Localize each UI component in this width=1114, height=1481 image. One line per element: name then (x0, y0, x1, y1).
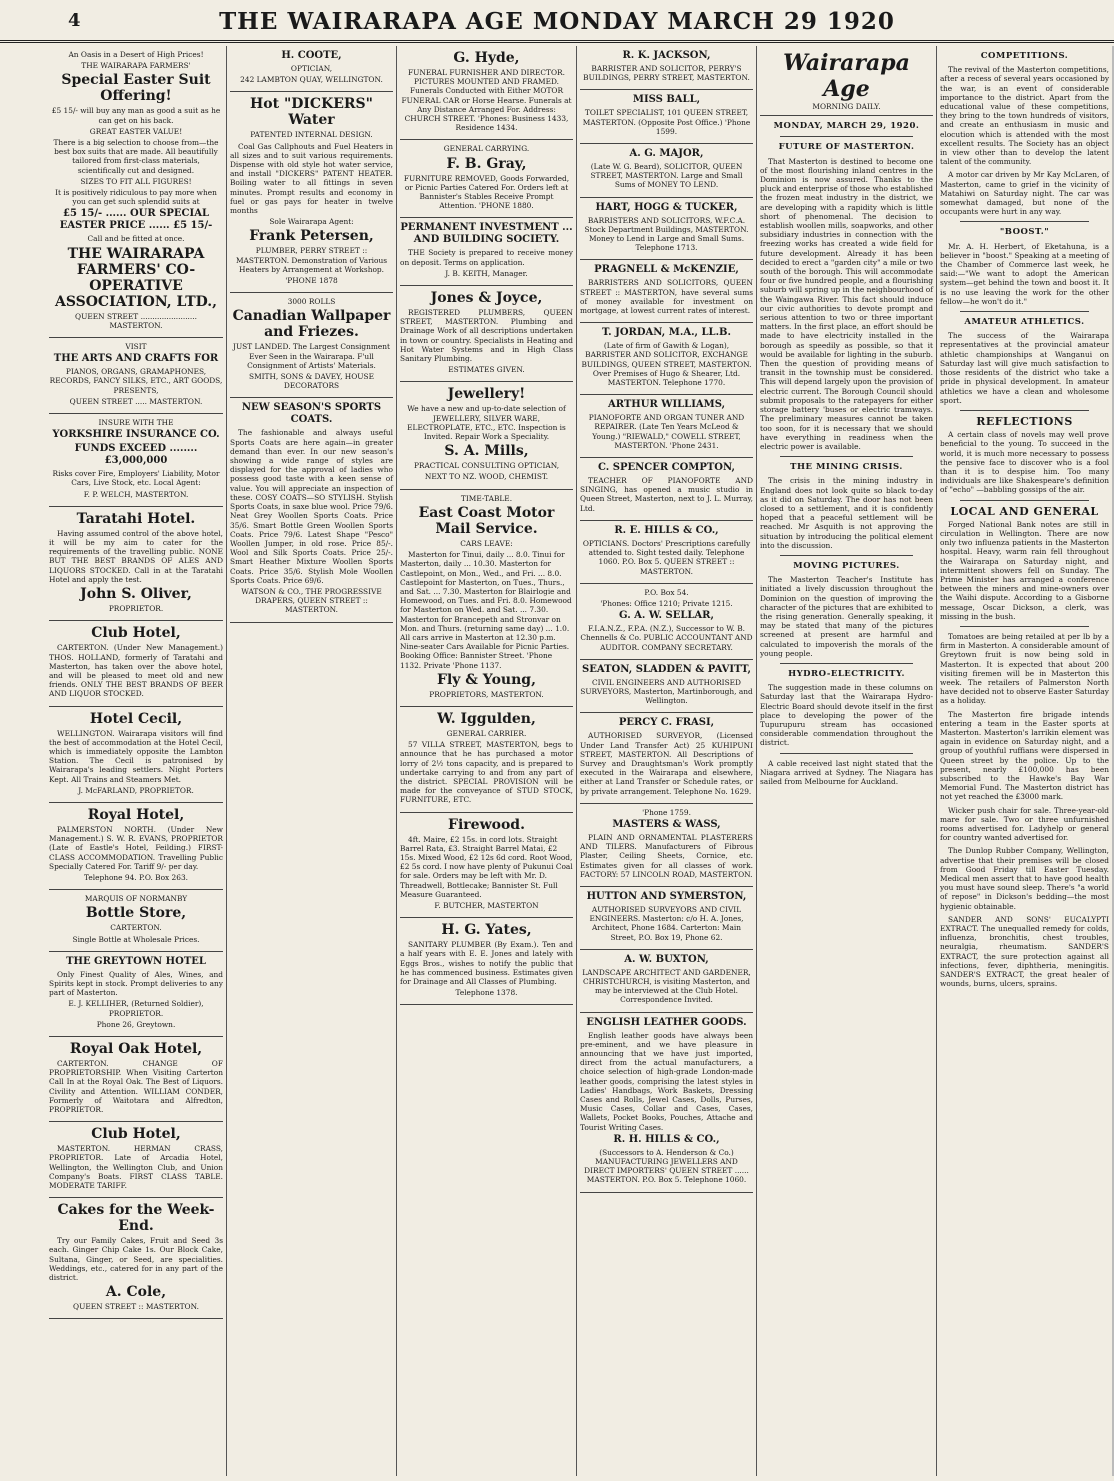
ad-masters-wass (580, 804, 753, 887)
ad-headline: Club Hotel, (91, 625, 181, 642)
ad-hotel-cecil (49, 707, 223, 803)
ad-headline: A. G. MAJOR, (629, 148, 704, 160)
ad-headline: PRAGNELL & McKENZIE, (594, 264, 739, 276)
ad-headline: MISS BALL, (632, 94, 701, 106)
ad-headline: HUTTON AND SYMERSTON, (586, 890, 747, 902)
ad-gray-carrying (400, 140, 573, 218)
ad-body: AUTHORISED SURVEYORS AND CIVIL ENGINEERS. Masterton: c/o H. A. Jones, Architect, Phone 1684. Carterton: Main Street, P.O. Box 19, Phone 62. (589, 904, 744, 942)
column-6 (936, 46, 1112, 1476)
ad-body: TOILET SPECIALIST, 101 QUEEN STREET, MASTERTON. (Opposite Post Office.) 'Phone 1599. (582, 108, 751, 136)
ad-body: CARTERTON. (Under New Management.) THOS. HOLLAND, formerly of Taratahi and Masterton, has taken over the above hotel, and will be pleased to meet old and new friends. ONLY THE BEST BRANDS OF BEER AND LIQUOR STOCKED. (49, 643, 223, 699)
divider (780, 663, 913, 664)
column-3 (396, 46, 576, 1476)
page-number: 4 (68, 10, 81, 31)
ad-headline: C. SPENCER COMPTON, (597, 462, 736, 474)
ad-body: FURNITURE REMOVED, Goods Forwarded, or Picnic Parties Catered For. Orders left at Bannister's Stables Receive Prompt Attention. 'PHONE 1880. (403, 173, 570, 211)
ad-body: 57 VILLA STREET, MASTERTON, begs to announce that he has purchased a motor lorry of 2½ tons capacity, and is prepared to undertake carrying to and from any part of the district. SPECIAL PROVISION will be made for the conveyance of STUD STOCK, FURNITURE, ETC. (400, 740, 573, 805)
article-heading: REFLECTIONS (976, 414, 1073, 428)
ad-headline: THE GREYTOWN HOTEL (66, 955, 206, 967)
ad-line: P.O. Box 54. (644, 587, 689, 597)
ad-headline: W. Iggulden, (437, 710, 536, 727)
ad-line: 'Phones: Office 1210; Private 1215. (600, 598, 733, 608)
ad-body: Try our Family Cakes, Fruit and Seed 3s each. Ginger Chip Cake 1s. Our Block Cake, Sultana, Ginger, or Seed, are specialities. Weddings, etc., catered for in any part of the district. (49, 1236, 223, 1283)
ad-headline: R. E. HILLS & CO., (614, 524, 719, 536)
column-1 (46, 46, 226, 1476)
ad-proprietor: J. McFARLAND, PROPRIETOR. (78, 785, 194, 795)
ad-headline: Hot "DICKERS" Water (250, 96, 373, 129)
ad-hyde-funeral (400, 46, 573, 140)
ad-body: (Late of firm of Gawith & Logan), BARRISTER AND SOLICITOR, EXCHANGE BUILDINGS, QUEEN STREET, MASTERTON. Over Premises of Hugo & Shearer, Ltd. MASTERTON. Telephone 1770. (581, 341, 752, 388)
ad-line: SIZES TO FIT ALL FIGURES! (80, 176, 192, 186)
ad-jackson (580, 46, 753, 90)
ad-cakes (49, 1198, 223, 1319)
article-body: The crisis in the mining industry in England does not look quite so black to-day as it did on Saturday. The door has not been closed to a settlement, and it is confidently hoped that a peaceful settlement will be reached. Mr Asquith is not approving the situation by introducing the political element into the discussion. (760, 476, 933, 550)
ad-body: JUST LANDED. The Largest Consignment Ever Seen in the Wairarapa. F'ull Consignment of Artists' Materials. (232, 342, 391, 370)
ad-line: Single Bottle at Wholesale Prices. (72, 934, 200, 944)
column-5 (756, 46, 936, 1476)
ad-headline: Jones & Joyce, (430, 290, 543, 307)
ad-yates-plumber (400, 918, 573, 1005)
ad-line: Call and be fitted at once. (87, 234, 185, 244)
ad-line: TIME-TABLE. (460, 493, 513, 503)
ad-leather-goods (580, 1013, 753, 1193)
article-body: Tomatoes are being retailed at per lb by a firm in Masterton. A considerable amount of Greytown fruit is now being sold in Masterton. It is expected that about 200 visiting firemen will be in Masterton this week. The retailers of Palmerston North have decided not to observe Easter Saturday as a holiday. (940, 631, 1109, 706)
ad-phone: 'PHONE 1878 (285, 276, 338, 286)
article-body: A certain class of novels may well prove beneficial to the young. To succeed in the world, it is much more necessary to possess the pensive face to discover who is a fool than it is to despise him. Too many individuals are like Shakespeare's definition of "echo" —babbling gossips of the air. (940, 430, 1109, 495)
ad-body: MASTERTON. HERMAN CRASS, PROPRIETOR. Late of Arcadia Hotel, Wellington, the Wellington Club, and Union Company's Boats. FIRST CLASS TABLE. MODERATE TARIFF. (49, 1144, 223, 1191)
ad-headline: F. B. Gray, (446, 155, 527, 172)
ad-headline: H. COOTE, (281, 50, 342, 61)
ad-hart-hogg-tucker (580, 198, 753, 261)
ad-line: PLUMBER, PERRY STREET :: MASTERTON. Demonstration of Various Heaters by Arrangement at Workshop. (235, 246, 387, 274)
ad-headline: East Coast Motor Mail Service. (418, 504, 555, 537)
ad-club-hotel-carterton (49, 621, 223, 706)
article-body: SANDER AND SONS' EUCALYPTI EXTRACT. The unequalled remedy for colds, influenza, bronchitis, chest troubles, neuralgia, rheumatism. SANDER'S EXTRACT, the sure protection against all infections, fever, diphtheria, meningitis. SANDER'S EXTRACT, the great healer of wounds, burns, ulcers, sprains. (940, 914, 1109, 989)
masthead-name: Wairarapa Age (783, 50, 910, 102)
ad-line: £5 15/- will buy any man as good a suit as he can get on his back. (51, 106, 221, 125)
ad-pragnell (580, 260, 753, 323)
column-2 (226, 46, 396, 1476)
dateline: MONDAY, MARCH 29, 1920. (773, 121, 920, 132)
ad-farmers-suit (49, 46, 223, 338)
ad-proprietor: S. A. Mills, (444, 443, 529, 460)
ad-line: THE WAIRARAPA FARMERS' (81, 61, 191, 71)
ad-body: The fashionable and always useful Sports Coats are here again—in greater demand than ever. In our new season's showing a wide range of styles are displayed for the approval of ladies who possess good taste with a keen sense of value. You will appreciate an inspection of these. COSY COATS—SO STYLISH. Stylish Sports Coats, in saxe blue wool. Price 79/6. Neat Grey Woollen Sports Coats. Price 35/6. Smart Bottle Green Woollen Sports Coats. Price 79/6. Latest Shape "Pesco" Woollen Jumper, in old rose. Price 85/-. Wool and Silk Sports Coats. Price 25/-. Smart Heather Mixture Woollen Sports Coats. Price 35/6. Stylish Mole Woollen Sports Coats. Price 69/6. (230, 428, 393, 585)
ad-body: F.I.A.N.Z., F.P.A. (N.Z.), Successor to W. B. Chennells & Co. PUBLIC ACCOUNTANT AND AUDITOR. COMPANY SECRETARY. (580, 624, 753, 652)
ad-line: Sole Wairarapa Agent: (269, 217, 354, 227)
ad-firewood (400, 813, 573, 919)
ad-body: SANITARY PLUMBER (By Exam.). Ten and a half years with E. E. Jones and lately with Eggs Bros., wishes to notify the public that he has commenced business. Estimates given for Drainage and All Classes of Plumbing. (400, 940, 573, 986)
ad-body: PALMERSTON NORTH. (Under New Management.) S. W. R. EVANS, PROPRIETOR (Late of Eastle's Hotel, Feilding.) FIRST-CLASS ACCOMMODATION. Travelling Public Specially Catered For. Tariff 9/- per day. (49, 824, 223, 871)
ad-line: 3000 ROLLS (287, 297, 336, 307)
ad-body: BARRISTER AND SOLICITOR, PERRY'S BUILDINGS, PERRY STREET, MASTERTON. (583, 64, 750, 83)
ad-yorkshire-insurance (49, 414, 223, 507)
ad-headline: Club Hotel, (91, 1126, 181, 1143)
ad-hutton (580, 887, 753, 950)
ad-headline: ARTHUR WILLIAMS, (607, 399, 726, 411)
ad-address: QUEEN STREET :: MASTERTON. (73, 1302, 199, 1312)
ad-line: GREAT EASTER VALUE! (89, 126, 183, 136)
ad-proprietor: A. Cole, (105, 1284, 167, 1301)
ad-bottle-store (49, 890, 223, 952)
ad-ball (580, 90, 753, 144)
article-heading: COMPETITIONS. (980, 51, 1069, 61)
ad-line: An Oasis in a Desert of High Prices! (68, 50, 204, 59)
ad-major (580, 144, 753, 198)
ad-headline: HART, HOGG & TUCKER, (595, 201, 738, 213)
article-body: The success of the Wairarapa representatives at the provincial amateur athletic championships at Wanganui on Saturday last will give much satisfaction to those residents of the district who take a pride in physical development. In amateur athletics we have a clean and wholesome sport. (940, 331, 1109, 405)
ad-body: THE Society is prepared to receive money on deposit. Terms on application. (400, 248, 573, 267)
ad-line: FUNDS EXCEED ........ £3,000,000 (74, 443, 198, 467)
ad-club-hotel-masterton (49, 1122, 223, 1198)
ad-line: PROPRIETOR. (108, 604, 164, 614)
ad-headline: Royal Hotel, (87, 806, 185, 823)
ad-building-society (400, 218, 573, 286)
article-body: The Masterton Teacher's Institute has initiated a lively discussion throughout the Dominion on the question of improving the character of the pictures that are exhibited to the rising generation. Generally speaking, it may be stated that many of the pictures screened at present are harmful and calculated to impoverish the morals of the young people. (760, 575, 933, 658)
ad-line: NEXT TO NZ. WOOD, CHEMIST. (424, 472, 549, 482)
ad-line: PRACTICAL CONSULTING OPTICIAN, (413, 461, 560, 471)
ad-line: MARQUIS OF NORMANBY (84, 894, 188, 904)
ad-taratahi-hotel (49, 507, 223, 621)
ad-line: Risks cover Fire, Employers' Liability, Motor Cars, Live Stock, etc. Local Agent: (52, 469, 220, 488)
ad-headline: H. G. Yates, (441, 922, 532, 939)
ad-iggulden-carrier (400, 707, 573, 813)
ad-body: BARRISTERS AND SOLICITORS, QUEEN STREET :: MASTERTON, have several sums of money available for investment on mortgage, at lowest current rates of interest. (580, 278, 753, 316)
ad-line: CARTERTON. (110, 923, 162, 933)
ad-body: AUTHORISED SURVEYOR, (Licensed Under Land Transfer Act) 25 KUHIPUNI STREET, MASTERTON. All Descriptions of Survey and Draughtsman's Work promptly executed in the Wairarapa and elsewhere, either at Land Transfer or Schedule rates, or by private arrangement. Telephone No. 1629. (580, 731, 753, 796)
ad-line: INSURE WITH THE (98, 418, 174, 428)
ad-price: £5 15/- ...... OUR SPECIAL EASTER PRICE ...... £5 15/- (59, 208, 213, 232)
divider (960, 626, 1089, 627)
ad-line: E. J. KELLIHER, (Returned Soldier), PROPRIETOR. (68, 999, 204, 1018)
ad-headline: Canadian Wallpaper and Friezes. (232, 308, 391, 341)
ad-line: ESTIMATES GIVEN. (448, 365, 525, 375)
ad-line: GENERAL CARRIER. (446, 728, 527, 738)
ad-headline: G. A. W. SELLAR, (619, 610, 714, 622)
ad-headline: PERMANENT INVESTMENT ... AND BUILDING SOCIETY. (400, 222, 573, 246)
article-heading: "BOOST." (999, 227, 1050, 238)
ad-body: LANDSCAPE ARCHITECT AND GARDENER, CHRISTCHURCH, is visiting Masterton, and may be interviewed at the Club Hotel. Correspondence Invited. (582, 967, 751, 1005)
masthead-subtitle: MORNING DAILY. (812, 102, 881, 111)
masthead (0, 0, 1114, 43)
article-body: The revival of the Masterton competitions, after a recess of several years occasioned by the war, is an event of considerable importance to the district. Apart from the educational value of these competitions, they bring to the town hundreds of visitors, and create an enthusiasm in music and elocution which is attended with the most excellent results. The Society has an object in view other than to develop the latent talent of the community. (940, 65, 1109, 167)
article-heading: FUTURE OF MASTERTON. (778, 142, 915, 153)
ad-line: It is positively ridiculous to pay more when you can get such splendid suits at (55, 188, 217, 207)
ad-body: Only Finest Quality of Ales, Wines, and Spirits kept in stock. Prompt deliveries to any part of Masterton. (49, 969, 223, 998)
ad-headline: Hotel Cecil, (89, 710, 183, 727)
ad-body: 4ft. Maire, £2 15s. in cord lots. Straight Barrel Rata, £3. Straight Barrel Matai, £2 15s. Mixed Wood, £2 12s 6d cord. Root Wood, £2 5s cord. I now have plenty of Pukunui Coal for sale. Orders may be left with Mr. D. Threadwell, Bottlecake; Bannister St. Full Measure Guaranteed. (400, 834, 573, 899)
ad-phone: Telephone 94. P.O. Box 263. (84, 872, 188, 882)
ad-headline: Jewellery! (447, 386, 526, 403)
ad-body: CIVIL ENGINEERS AND AUTHORISED SURVEYORS, Masterton, Martinborough, and Wellington. (580, 677, 753, 706)
ad-body: TEACHER OF PIANOFORTE AND SINGING, has opened a music studio in Queen Street, Masterton, next to J. L. Murray, Ltd. (580, 476, 753, 513)
ad-line: J. B. KEITH, Manager. (445, 268, 528, 278)
article-body: The Dunlop Rubber Company, Wellington, advertise that their premises will be closed from Good Friday till Easter Tuesday. Medical men assert that to have good health you must have sound sleep. There's "a world of repose" in Dickson's bedding—the most hygienic obtainable. (940, 846, 1109, 911)
ad-body: PIANOFORTE AND ORGAN TUNER AND REPAIRER. (Late Ten Years McLeod & Young.) "RIEWALD," COWELL STREET, MASTERTON. 'Phone 2431. (588, 413, 745, 450)
ad-headline: T. JORDAN, M.A., LL.B. (602, 327, 731, 339)
ad-coote-optician (230, 46, 393, 92)
ad-sellar (580, 584, 753, 660)
ad-body: WELLINGTON. Wairarapa visitors will find the best of accommodation at the Hotel Cecil, which is immediately opposite the Lambton Station. The Cecil is patronised by Wairarapa's leading settlers. Night Porters Kept. All Trains and Steamers Met. (49, 728, 223, 784)
ad-sports-coats (230, 398, 393, 622)
article-heading: THE MINING CRISIS. (790, 462, 903, 473)
ad-buxton (580, 950, 753, 1013)
ad-jordan (580, 323, 753, 395)
article-body: The Masterton fire brigade intends entering a team in the Easter sports at Masterton. Masterton's larrikin element was again in evidence on Saturday night, and a group of youthful ruffians were dispersed in Queen street by the police. Up to the present, nearly £100,000 has been subscribed to the Hawke's Bay War Memorial Fund. The Masterton district has not yet reached the £3000 mark. (940, 709, 1109, 802)
article-heading: MOVING PICTURES. (793, 560, 900, 571)
ad-dickers-water (230, 92, 393, 293)
ad-line: 'Phone 1759. (642, 807, 691, 817)
divider (780, 555, 913, 556)
ad-line: PROPRIETORS, MASTERTON. (429, 689, 544, 699)
ad-headline: YORKSHIRE INSURANCE CO. (52, 429, 220, 441)
ad-royal-oak-hotel (49, 1037, 223, 1122)
article-heading: LOCAL AND GENERAL (950, 504, 1099, 518)
article-body: Mr. A. H. Herbert, of Eketahuna, is a believer in "boost." Speaking at a meeting of the Chamber of Commerce last week, he said:—"We want to adopt the American system—get behind the town and boost it. It is no use leaving the work for the other fellow—he won't do it." (940, 241, 1109, 306)
ad-body: PLAIN AND ORNAMENTAL PLASTERERS AND TILERS. Manufacturers of Fibrous Plaster, Ceiling Sheets, Cornice, etc. Estimates given for all classes of work. FACTORY: 57 LINCOLN ROAD, MASTERTON. (580, 832, 753, 879)
ad-body: Masterton for Tinui, daily ... 8.0. Tinui for Masterton, daily ... 10.30. Masterton for Castlepoint, on Mon., Wed., and Fri. ... 8.0. Castlepoint for Masterton, on Tues., Thurs., and Sat. ... 7.30. Masterton for Blairlogie and Homewood, on Tues. and Fri. 8.0. Homewood for Masterton on Wed. and Sat. ... 7.30. Masterton for Brancepeth and Stronvar on Mon. and Thurs. (returning same day) ... 1.0. All cars arrive in Masterton at 12.30 p.m. Nine-seater Cars Available for Picnic Parties. Booking Office: Bannister Street. 'Phone 1132. Private 'Phone 1137. (400, 550, 572, 670)
editorial-masthead (760, 46, 933, 116)
ad-headline: THE ARTS AND CRAFTS FOR (53, 353, 219, 365)
column-4 (576, 46, 756, 1476)
ad-line: There is a big selection to choose from—the best box suits that are made. All beautifully tailored from first-class materials, scientifically cut and designed. (53, 138, 219, 175)
ad-headline: Taratahi Hotel. (76, 510, 196, 527)
ad-line: VISIT (125, 342, 147, 352)
ad-greytown-hotel (49, 952, 223, 1037)
ad-body: REGISTERED PLUMBERS, QUEEN STREET, MASTERTON. Plumbing and Drainage Work of all descriptions undertaken in town or country. Specialists in Heating and Hot Water Systems and in High Class Sanitary Plumbing. (400, 308, 573, 364)
ad-headline: A. W. BUXTON, (624, 953, 709, 965)
ad-body: (Late W. G. Beard), SOLICITOR, QUEEN STREET, MASTERTON. Large and Small Sums of MONEY TO LEND. (590, 162, 743, 190)
ad-line: WATSON & CO., THE PROGRESSIVE DRAPERS, QUEEN STREET :: MASTERTON. (241, 586, 382, 615)
divider (780, 136, 913, 137)
ad-canadian-wallpaper (230, 293, 393, 398)
ad-jones-joyce (400, 286, 573, 382)
ad-body: Coal Gas Callphouts and Fuel Heaters in all sizes and to suit various requirements. Dispense with old style hot water service, and install "DICKERS" PATENT HEATER. Boiling water to all fittings in seven minutes. Prompt results and economy in fuel or gas pays for heater in twelve months (230, 141, 393, 216)
divider (780, 456, 913, 457)
ad-headline: ENGLISH LEATHER GOODS. (586, 1016, 747, 1028)
ad-frasi (580, 713, 753, 803)
ad-line: Phone 26, Greytown. (96, 1019, 176, 1029)
ad-address: QUEEN STREET ........................ MASTERTON. (75, 311, 197, 330)
ad-line: F. P. WELCH, MASTERTON. (83, 489, 189, 499)
article-heading: AMATEUR ATHLETICS. (964, 317, 1085, 328)
divider (960, 311, 1089, 312)
ad-headline: G. Hyde, (453, 50, 520, 66)
divider (960, 221, 1089, 222)
page-columns (46, 46, 1112, 1476)
article-body: A cable received last night stated that the Niagara arrived at Sydney. The Niagara has sailed from Melbourne for Auckland. (760, 758, 933, 786)
ad-line: Telephone 1378. (455, 988, 518, 998)
ad-body: FUNERAL FURNISHER AND DIRECTOR. PICTURES MOUNTED AND FRAMED. Funerals Conducted with Either MOTOR FUNERAL CAR or Horse Hearse. Funerals at Any Distance Arranged For. Address: CHURCH STREET. 'Phones: Business 1433, Residence 1434. (401, 68, 572, 133)
article-body: Forged National Bank notes are still in circulation in Wellington. There are now only two influenza patients in the Masterton hospital. Heavy, warm rain fell throughout the Wairarapa on Saturday night, and intermittent showers fell on Sunday. The Prime Minister has arranged a conference between the miners and mine-owners over the Waihi dispute. According to a Gisborne message, Oscar Dickson, a clerk, was missing in the bush. (940, 519, 1109, 621)
ad-headline: Cakes for the Week-End. (57, 1202, 215, 1235)
article-body: A motor car driven by Mr Kay McLaren, of Masterton, came to grief in the vicinity of Matahiwi on Saturday night. The car was somewhat damaged, but none of the occupants were hurt in any way. (940, 170, 1109, 217)
ad-headline: Firewood. (448, 816, 525, 833)
divider (960, 500, 1089, 501)
ad-williams-piano (580, 395, 753, 458)
ad-proprietor: Frank Petersen, (249, 228, 374, 245)
ad-arts-crafts (49, 338, 223, 414)
ad-body: We have a new and up-to-date selection of JEWELLERY, SILVER WARE, ELECTROPLATE, ETC., ETC. Inspection is Invited. Repair Work a Speciality. (407, 404, 566, 442)
newspaper-title: THE WAIRARAPA AGE MONDAY MARCH 29 1920 (219, 8, 895, 35)
ad-line: SMITH, SONS & DAVEY, HOUSE DECORATORS (249, 372, 374, 391)
ad-headline: Special Easter Suit Offering! (61, 72, 211, 105)
ad-line: 242 LAMBTON QUAY, WELLINGTON. (240, 75, 383, 85)
ad-headline: Bottle Store, (85, 905, 187, 922)
ad-headline: SEATON, SLADDEN & PAVITT, (582, 663, 751, 675)
ad-body: English leather goods have always been pre-eminent, and we have pleasure in announcing that we have just imported, direct from the actual manufacturers, a choice selection of high-grade London-made leather goods, comprising the latest styles in Ladies' Handbags, Work Baskets, Dressing Cases and Rolls, Jewel Cases, Dolls, Purses, Music Cases, Collar and Cases, Cases, Wallets, Pocket Books, Pouches, Attache and Tourist Writing Cases. (580, 1030, 753, 1132)
ad-jewellery-mills (400, 382, 573, 489)
ad-headline: PERCY C. FRASI, (618, 717, 715, 729)
ad-royal-hotel (49, 803, 223, 890)
ad-motor-mail-timetable (400, 490, 573, 707)
ad-headline: NEW SEASON'S SPORTS COATS. (241, 402, 382, 426)
ad-company: THE WAIRARAPA FARMERS' CO-OPERATIVE ASSOCIATION, LTD., (54, 245, 218, 310)
article-body: That Masterton is destined to become one of the most flourishing inland centres in the Dominion is now assured. Thanks to the pluck and enterprise of those who established the frozen meat industry in the district, we are developing with a rapidity which is little short of phenomenal. The decision to establish woollen mills, soapworks, and other subsidiary industries in connection with the freezing works has created a wide field for future development. Already it has been decided to erect a "garden city" a mile or two south of the borough. This will accommodate four or five hundred people, and a flourishing suburb will spring up in the neighbourhood of the Waingawa River. This fact should induce our civic authorities to devote prompt and serious attention to two or three important matters. In the first place, an effort should be made to have electricity installed in the borough as speedily as possible, so that it would be available for lighting in the suburb. Then the question of providing means of transit in the township must be considered. This will depend largely upon the provision of electric current. The Borough Council should submit proposals to the ratepayers for either storage battery 'buses or electric tramways. The preliminary measures cannot be taken too soon, for it is necessary that we should have everything in readiness when the electric power is available. (760, 156, 933, 451)
ad-body: Having assumed control of the above hotel, it will be my aim to cater for the requirements of the travelling public. NONE BUT THE BEST BRANDS OF ALES AND LIQUORS STOCKED. Call in at the Taratahi Hotel and apply the test. (49, 528, 223, 584)
ad-line: CARS LEAVE: (460, 538, 513, 548)
ad-line: OPTICIAN, (290, 64, 333, 73)
ad-seaton (580, 660, 753, 714)
ad-line: F. BUTCHER, MASTERTON (434, 900, 539, 910)
article-body: The suggestion made in these columns on Saturday last that the Wairarapa Hydro-Electric Board should devote itself in the first place to developing the power of the Tupurupuru stream has occasioned considerable commendation throughout the district. (760, 683, 933, 748)
ad-line: PIANOS, ORGANS, GRAMAPHONES, RECORDS, FANCY SILKS, ETC., ART GOODS, PRESENTS, (49, 367, 223, 395)
ad-line: (Successors to A. Henderson & Co.) MANUFACTURING JEWELLERS AND DIRECT IMPORTERS' QUEEN STREET ...... MASTERTON. P.O. Box 5. Telephone 1060. (584, 1147, 749, 1185)
ad-headline: Royal Oak Hotel, (69, 1040, 203, 1057)
ad-compton (580, 458, 753, 521)
ad-line: PATENTED INTERNAL DESIGN. (250, 130, 373, 140)
ad-body: OPTICIANS. Doctors' Prescriptions carefully attended to. Sight tested daily. Telephone 1060. P.O. Box 5. QUEEN STREET :: MASTERTON. (582, 538, 751, 576)
article-heading: HYDRO-ELECTRICITY. (788, 668, 905, 679)
ad-line: R. H. HILLS & CO., (613, 1133, 720, 1145)
ad-address: QUEEN STREET ..... MASTERTON. (69, 396, 203, 406)
ad-proprietor: Fly & Young, (437, 671, 536, 688)
ad-hills-opticians (580, 521, 753, 584)
ad-headline: R. K. JACKSON, (622, 50, 711, 61)
ad-headline: MASTERS & WASS, (612, 818, 721, 830)
divider (780, 753, 913, 754)
ad-body: BARRISTERS AND SOLICITORS, W.F.C.A. Stock Department Buildings, MASTERTON. Money to Lend in Large and Small Sums. Telephone 1713. (584, 215, 749, 253)
divider (960, 410, 1089, 411)
ad-proprietor: John S. Oliver, (80, 586, 192, 603)
article-body: Wicker push chair for sale. Three-year-old mare for sale. Two or three unfurnished rooms advertised for. Ladyhelp or general for country wanted advertised for. (940, 805, 1109, 843)
ad-body: CARTERTON. CHANGE OF PROPRIETORSHIP. When Visiting Carterton Call In at the Royal Oak. The Best of Liquors. Civility and Attention. WILLIAM CONDER, Formerly of Waitotara and Alfredton, PROPRIETOR. (49, 1058, 223, 1114)
ad-line: GENERAL CARRYING. (443, 144, 530, 154)
